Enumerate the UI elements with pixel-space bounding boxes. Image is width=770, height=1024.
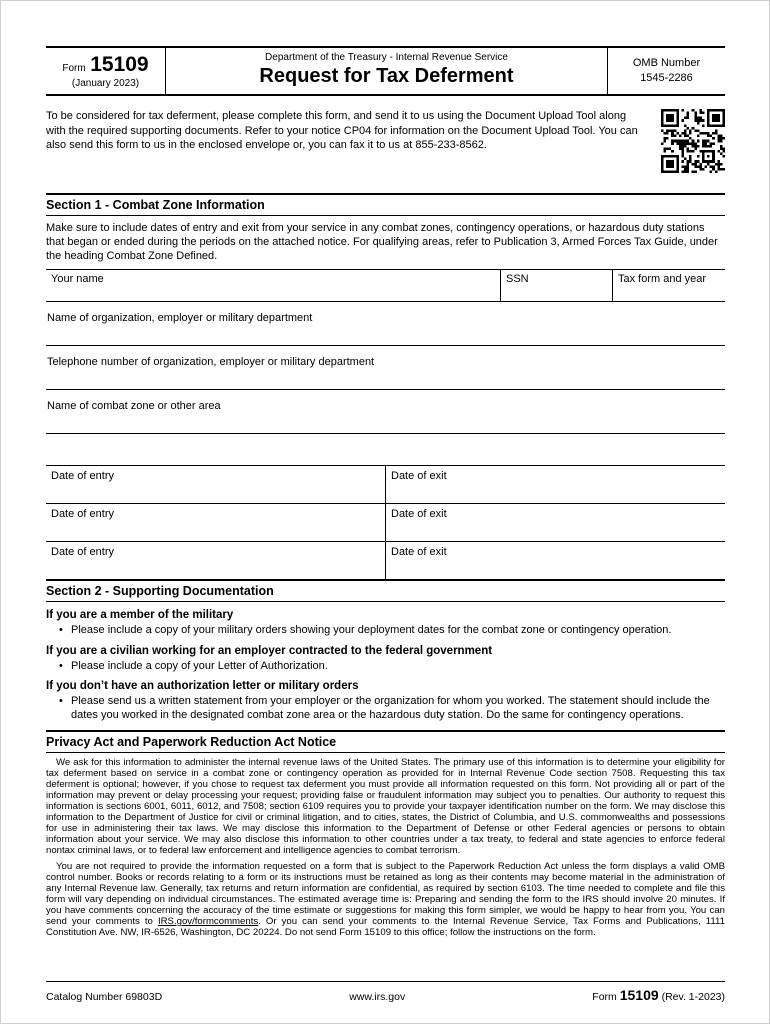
form-header bbox=[46, 46, 725, 96]
form-number: 15109 bbox=[90, 53, 149, 76]
telephone-label: Telephone number of organization, employer or military department bbox=[47, 356, 375, 368]
date-of-exit-field-2[interactable] bbox=[385, 504, 725, 541]
date-of-entry-label: Date of entry bbox=[51, 508, 114, 520]
privacy-paragraph-2 bbox=[46, 861, 725, 938]
date-of-entry-field-1[interactable] bbox=[46, 466, 385, 503]
ssn-field[interactable] bbox=[500, 270, 612, 301]
identity-field-row bbox=[46, 269, 725, 302]
form-number-box bbox=[46, 48, 166, 94]
section-1-heading: Section 1 - Combat Zone Information bbox=[46, 193, 725, 216]
omb-label: OMB Number bbox=[632, 57, 701, 69]
footer-form-number: 15109 bbox=[619, 987, 659, 1003]
date-of-exit-field-3[interactable] bbox=[385, 542, 725, 579]
date-row bbox=[46, 541, 725, 579]
date-of-entry-label: Date of entry bbox=[51, 546, 114, 558]
civilian-bullet: • Please include a copy of your Letter of Authorization. bbox=[46, 660, 725, 674]
page-footer bbox=[46, 981, 725, 1003]
privacy-paragraph-1: We ask for this information to administer the internal revenue laws of the United States. The primary use of this information is to determine your eligibility for tax deferment based on service in a combat zone or contingency operation as provided for in Internal Revenue Code section 7508. Requesting this tax deferment is optional; however, if you chose to request tax deferment you must provide all information requested on this form. Not providing all or part of the information may prevent or delay processing your request; providing false or fraudulent information may subject you to penalties. Our authority to request this information is sections 6001, 6011, 6012, and 7508; section 6109 requires you to provide your taxpayer identification number on the form. We may disclose this information to the Department of Justice for civil or criminal litigation, and to cities, states, the District of Columbia, and U.S. commonwealths and possessions for use in administering their tax laws. We may disclose this information to the Department of Defense or other Federal agencies or persons to obtain information about your service. We may also disclose this information to other countries under a tax treaty, to federal and state agencies to enforce federal nontax criminal laws, or to federal law enforcement and intelligence agencies to combat terrorism. bbox=[46, 757, 725, 856]
date-row bbox=[46, 465, 725, 503]
combat-zone-field[interactable] bbox=[46, 390, 725, 434]
date-row bbox=[46, 503, 725, 541]
form-word: Form bbox=[62, 63, 86, 74]
tax-form-year-field[interactable] bbox=[612, 270, 725, 301]
date-of-exit-label: Date of exit bbox=[391, 508, 447, 520]
privacy-paragraph-2-text-after: . Or you can send your comments to the Internal Revenue Service, Tax Forms and Publications, 1111 Constitution Ave. NW, IR-6526, Washington, DC 20224. Do not send Form 15109 to this office; follow the instructions on the form. bbox=[46, 916, 725, 938]
date-of-exit-field-1[interactable] bbox=[385, 466, 725, 503]
omb-number: 1545-2286 bbox=[640, 72, 693, 84]
formcomments-link[interactable]: IRS.gov/formcomments bbox=[157, 916, 259, 927]
organization-field[interactable] bbox=[46, 302, 725, 346]
no-authorization-bullet: • Please send us a written statement from your employer or the organization for whom you worked. The statement should include the dates you worked in the designated combat zone area or the hazardous duty station. Do the same for contingency operations. bbox=[46, 695, 725, 722]
header-title-block bbox=[166, 48, 607, 94]
section-2-heading: Section 2 - Supporting Documentation bbox=[46, 579, 725, 602]
date-of-entry-label: Date of entry bbox=[51, 470, 114, 482]
tax-form-year-label: Tax form and year bbox=[618, 273, 707, 285]
irs-website: www.irs.gov bbox=[349, 991, 406, 1003]
your-name-field[interactable] bbox=[46, 270, 500, 301]
date-of-exit-label: Date of exit bbox=[391, 470, 447, 482]
military-member-subheading: If you are a member of the military bbox=[46, 609, 234, 621]
department-line: Department of the Treasury - Internal Revenue Service bbox=[265, 52, 508, 63]
intro-block bbox=[46, 109, 725, 173]
qr-code bbox=[661, 109, 725, 173]
military-member-bullet: • Please include a copy of your military orders showing your deployment dates for the combat zone or contingency operation. bbox=[46, 624, 725, 638]
civilian-subheading: If you are a civilian working for an employer contracted to the federal government bbox=[46, 644, 493, 657]
date-of-entry-field-3[interactable] bbox=[46, 542, 385, 579]
omb-box bbox=[607, 48, 725, 94]
date-of-entry-field-2[interactable] bbox=[46, 504, 385, 541]
no-authorization-subheading: If you don’t have an authorization letter or military orders bbox=[46, 680, 359, 692]
your-name-label: Your name bbox=[51, 273, 104, 285]
date-of-exit-label: Date of exit bbox=[391, 546, 447, 558]
privacy-paragraph-2-text: You are not required to provide the information requested on a form that is subject to the Paperwork Reduction Act unless the form displays a valid OMB control number. Books or records relating to a form or its instructions must be retained as long as their contents may become material in the administration of any Internal Revenue law. Generally, tax returns and return information are confidential, as required by section 6103. The time needed to complete and file this form will vary depending on individual circumstances. The estimated average time is: Preparing and sending the form to the IRS should involve 20 minutes. If you have comments concerning the accuracy of the time estimate or suggestions for making this form simpler, we would be happy to hear from you. You can send your comments to bbox=[46, 861, 725, 927]
privacy-act-heading: Privacy Act and Paperwork Reduction Act Notice bbox=[46, 730, 725, 753]
footer-form-revision: (Rev. 1-2023) bbox=[661, 991, 725, 1003]
telephone-field[interactable] bbox=[46, 346, 725, 390]
footer-form-word: Form bbox=[592, 991, 617, 1003]
date-table bbox=[46, 465, 725, 579]
spacer bbox=[46, 434, 725, 465]
ssn-label: SSN bbox=[506, 273, 529, 285]
form-revision: (January 2023) bbox=[71, 78, 140, 89]
footer-form-id bbox=[592, 987, 725, 1003]
intro-text: To be considered for tax deferment, please complete this form, and send it to us using the Document Upload Tool along with the required supporting documents. Refer to your notice CP04 for information on the Document Upload Tool. You can also send this form to us in the enclosed envelope or, you can fax it to us at 855-233-8562. bbox=[46, 110, 638, 151]
organization-label: Name of organization, employer or military department bbox=[47, 312, 313, 324]
section-1-instructions: Make sure to include dates of entry and exit from your service in any combat zones, contingency operations, or hazardous duty stations that began or ended during the periods on the attached notice. For qualifying areas, refer to Publication 3, Armed Forces Tax Guide, under the heading Combat Zone Defined. bbox=[46, 222, 718, 262]
catalog-number: Catalog Number 69803D bbox=[46, 991, 163, 1003]
page-title: Request for Tax Deferment bbox=[259, 65, 514, 87]
combat-zone-label: Name of combat zone or other area bbox=[47, 400, 221, 412]
form-number-line bbox=[48, 53, 163, 77]
